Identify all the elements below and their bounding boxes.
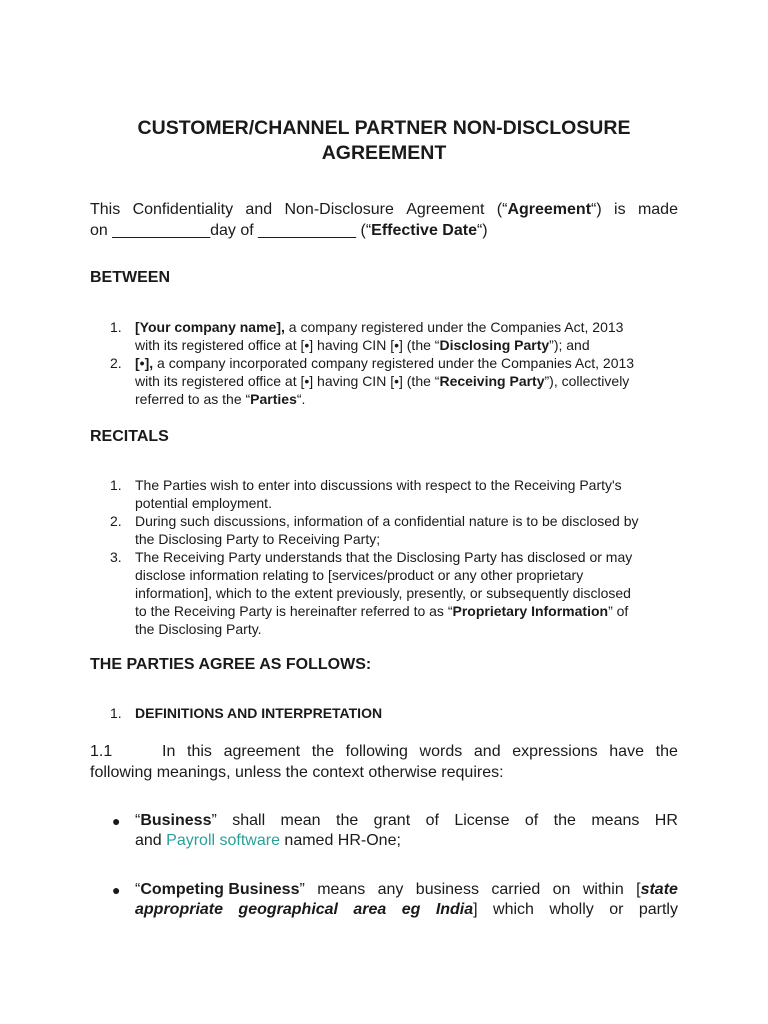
payroll-software-link[interactable]: Payroll software: [166, 832, 280, 849]
title-line-2: AGREEMENT: [321, 142, 447, 164]
recitals-heading: RECITALS: [90, 428, 169, 445]
effective-date-term: Effective Date: [371, 222, 477, 239]
parties-list: [90, 318, 678, 408]
definitions-heading: 1. DEFINITIONS AND INTERPRETATION: [110, 705, 383, 721]
list-item: 2. During such discussions, information of a confidential nature is to be disclosed by the Disclosing Party to Receiving Party;: [110, 513, 639, 547]
intro-paragraph: [90, 199, 678, 241]
bullet-icon: ●: [112, 882, 121, 898]
title-line-1: CUSTOMER/CHANNEL PARTNER NON-DISCLOSURE: [137, 117, 631, 139]
parties-agree-heading: THE PARTIES AGREE AS FOLLOWS:: [90, 656, 372, 673]
recitals-list: [90, 476, 678, 638]
intro-line-1: This Confidentiality and Non-Disclosure Agreement (“Agreement“) is made: [90, 201, 678, 218]
agreement-term: Agreement: [507, 201, 592, 218]
list-item: 3. The Receiving Party understands that the Disclosing Party has disclosed or may disclose information relating to [services/product or any other proprietary information], which to the extent previously, presently, or subsequently disclosed to the Receiving Party is hereinafter referred to as “Proprietary Information” of the Disclosing Party.: [110, 549, 633, 637]
clause-1-1: 1.1 In this agreement the following words and expressions have the following meanings, unless the context otherwise requires:: [90, 743, 678, 781]
bullet-icon: ●: [112, 813, 121, 829]
list-item: 1. The Parties wish to enter into discussions with respect to the Receiving Party's potential employment.: [110, 477, 622, 511]
document-title: [90, 116, 678, 166]
between-heading: BETWEEN: [90, 269, 170, 286]
list-item: 2. [•], a company incorporated company registered under the Companies Act, 2013 with its registered office at [•] having CIN [•] (the “Receiving Party”), collectively referred to as the “Parties“.: [110, 355, 635, 407]
competing-business-definition: ● “Competing Business” means any business carried on within [state appropriate geographical area eg India] which wholly or partly: [90, 880, 678, 920]
list-item: 1. [Your company name], a company registered under the Companies Act, 2013 with its registered office at [•] having CIN [•] (the “Disclosing Party”); and: [110, 319, 624, 353]
intro-line-2: on ___________day of ___________ (“ Effective Date “): [90, 222, 488, 239]
business-definition: ● “Business” shall mean the grant of License of the means HR and Payroll software named HR-One;: [90, 811, 678, 851]
